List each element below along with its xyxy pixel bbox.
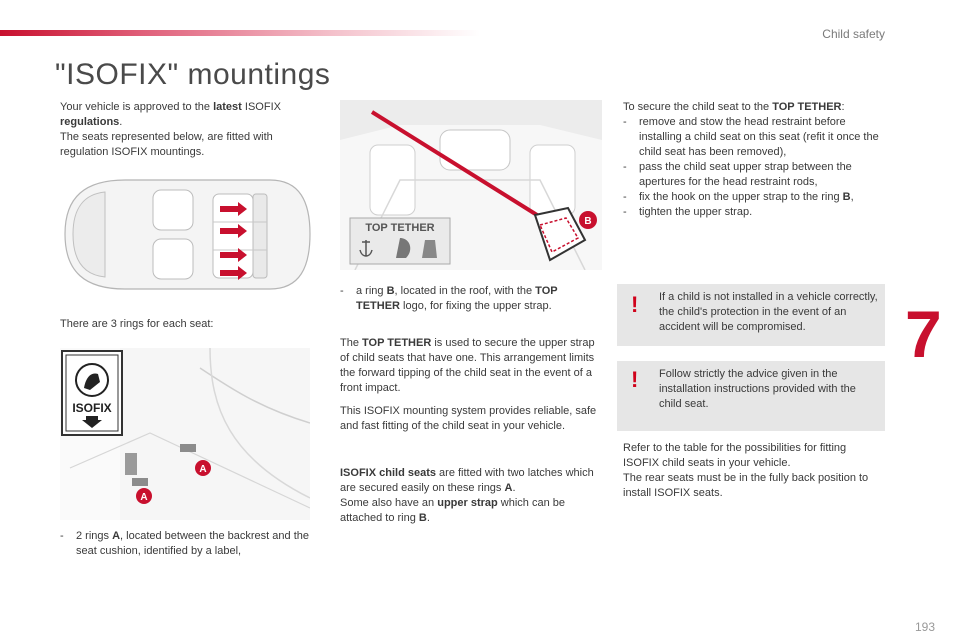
isofix-label-text: ISOFIX xyxy=(72,401,112,415)
warning-text: Follow strictly the advice given in the installation instructions provided with the child seat. xyxy=(659,368,856,410)
warning-text: If a child is not installed in a vehicle correctly, the child's protection in the event of an accident will be compromised. xyxy=(659,291,878,333)
chapter-number: 7 xyxy=(905,297,942,371)
refer-paragraph: Refer to the table for the possibilities for fitting ISOFIX child seats in your vehicle. The rear seats must be in the fully back position to install ISOFIX seats. xyxy=(623,442,869,499)
warning-icon: ! xyxy=(631,292,639,317)
list-item: - remove and stow the head restraint before installing a child seat on this seat (refit it once the child seat has been removed), xyxy=(623,116,879,158)
list-item: - tighten the upper strap. xyxy=(623,206,753,218)
header-accent-bar xyxy=(0,30,480,36)
isofix-ring-photo xyxy=(60,348,310,520)
ring-a-marker: A xyxy=(140,492,148,503)
bullet-rings-a: - 2 rings A, located between the backrest and the seat cushion, identified by a label, xyxy=(60,530,309,557)
top-tether-photo xyxy=(340,100,602,270)
warning-panel-child-installation xyxy=(617,284,885,346)
rings-label: There are 3 rings for each seat: xyxy=(60,318,214,330)
warning-icon: ! xyxy=(631,367,639,392)
warning-panel-instructions xyxy=(617,361,885,431)
ring-a-marker: A xyxy=(199,464,207,475)
page-number: 193 xyxy=(914,620,935,634)
bullet-ring-b: - a ring B, located in the roof, with the TOP TETHER logo, for fixing the upper strap. xyxy=(340,285,558,312)
secure-instructions: To secure the child seat to the TOP TETHER: - remove and stow the head restraint before installing a child seat on this seat (refit it once the child seat has been removed), - pass the child seat upper strap between the apertures for the head restraint rods, - fix the hook on the upper strap to the ring B, - tighten the upper strap. xyxy=(623,100,885,220)
mounting-system-paragraph: This ISOFIX mounting system provides reliable, safe and fast fitting of the child seat in your vehicle. xyxy=(340,405,597,432)
tether-logo-label: TOP TETHER xyxy=(365,222,435,234)
intro-paragraph: Your vehicle is approved to the latest ISOFIX regulations. The seats represented below, are fitted with regulation ISOFIX mountings. xyxy=(60,101,281,158)
ring-b-marker: B xyxy=(584,216,592,227)
page-title: "ISOFIX" mountings xyxy=(55,58,331,91)
isofix-seats-paragraph: ISOFIX child seats are fitted with two latches which are secured easily on these rings A. Some also have an upper strap which can be attached to ring B. xyxy=(340,467,594,524)
top-tether-paragraph: The TOP TETHER is used to secure the upper strap of child seats that have one. This arrangement limits the forward tipping of the child seat in the event of a front impact. xyxy=(340,337,595,394)
section-title: Child safety xyxy=(822,27,885,41)
car-top-view-illustration xyxy=(55,172,315,297)
list-item: - pass the child seat upper strap between the apertures for the head restraint rods, xyxy=(623,161,852,188)
list-item: - fix the hook on the upper strap to the ring B, xyxy=(623,191,854,203)
